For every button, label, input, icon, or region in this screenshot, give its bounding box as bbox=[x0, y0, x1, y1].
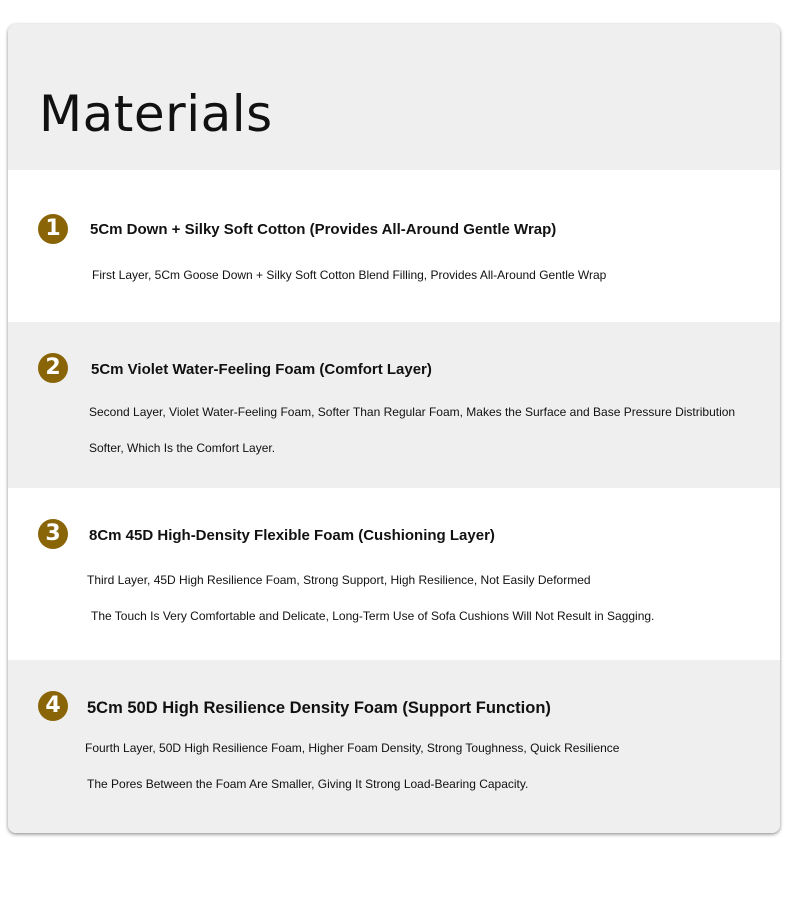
layer-description-2-line-2: Softer, Which Is the Comfort Layer. bbox=[89, 441, 276, 455]
layer-section-4 bbox=[8, 660, 780, 833]
number-badge-3: 3 bbox=[38, 519, 68, 549]
layer-heading-3: 8Cm 45D High-Density Flexible Foam (Cushioning Layer) bbox=[89, 527, 495, 544]
number-badge-1: 1 bbox=[38, 214, 68, 244]
layer-section-1 bbox=[8, 170, 780, 322]
layer-heading-4: 5Cm 50D High Resilience Density Foam (Support Function) bbox=[87, 699, 551, 717]
layer-section-3 bbox=[8, 488, 780, 660]
number-badge-2: 2 bbox=[38, 353, 68, 383]
layer-description-3-line-1: Third Layer, 45D High Resilience Foam, Strong Support, High Resilience, Not Easily Deformed bbox=[87, 573, 591, 587]
layer-description-1-line-1: First Layer, 5Cm Goose Down + Silky Soft Cotton Blend Filling, Provides All-Around Gentle Wrap bbox=[92, 268, 607, 282]
layer-section-2 bbox=[8, 322, 780, 488]
layer-description-4-line-2: The Pores Between the Foam Are Smaller, Giving It Strong Load-Bearing Capacity. bbox=[87, 777, 529, 791]
layer-description-2-line-1: Second Layer, Violet Water-Feeling Foam, Softer Than Regular Foam, Makes the Surface and Base Pressure Distribution bbox=[89, 405, 736, 419]
number-badge-4: 4 bbox=[38, 691, 68, 721]
layer-heading-1: 5Cm Down + Silky Soft Cotton (Provides All-Around Gentle Wrap) bbox=[90, 221, 557, 238]
materials-card bbox=[8, 24, 780, 833]
page-title: Materials bbox=[39, 85, 273, 143]
layer-heading-2: 5Cm Violet Water-Feeling Foam (Comfort Layer) bbox=[91, 361, 432, 378]
title-area bbox=[8, 24, 780, 170]
layer-description-4-line-1: Fourth Layer, 50D High Resilience Foam, Higher Foam Density, Strong Toughness, Quick Resilience bbox=[85, 741, 620, 755]
layer-description-3-line-2: The Touch Is Very Comfortable and Delicate, Long-Term Use of Sofa Cushions Will Not Result in Sagging. bbox=[91, 609, 655, 623]
